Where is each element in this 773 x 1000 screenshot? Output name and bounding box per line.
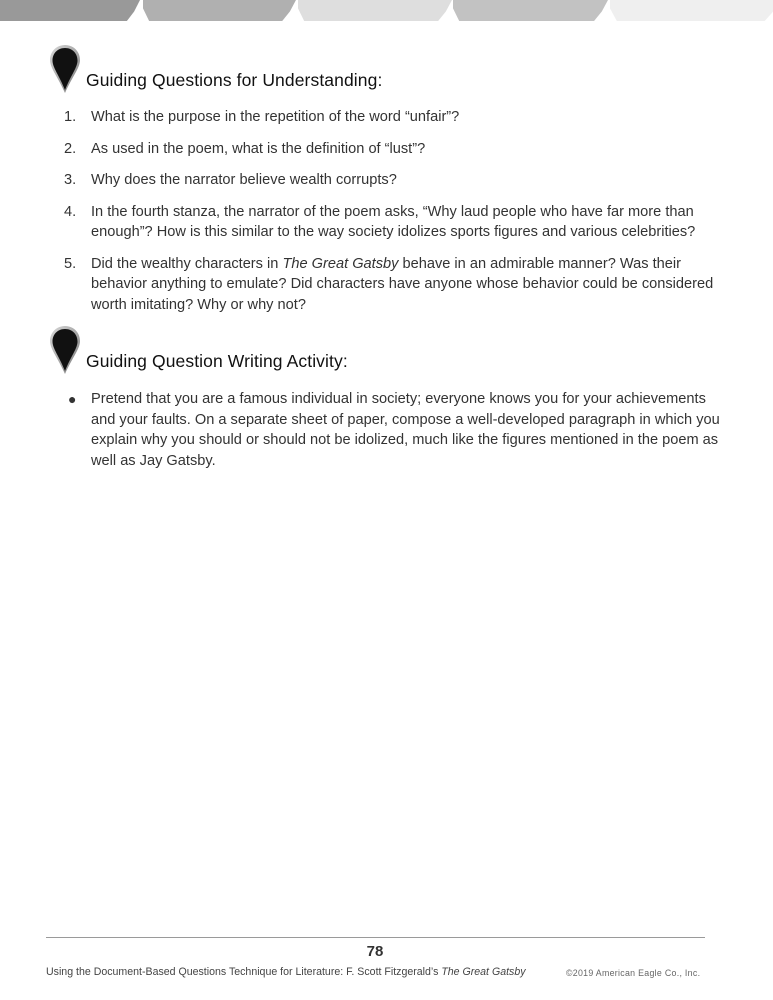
activity-list xyxy=(64,389,724,471)
header-tab-3 xyxy=(298,0,452,21)
header-tab-5 xyxy=(610,0,773,21)
footer-title-text: Using the Document-Based Questions Technique for Literature: F. Scott Fitzgerald’s xyxy=(46,966,442,978)
question-number: 5. xyxy=(64,255,77,272)
header-tab-4 xyxy=(453,0,608,21)
section-heading-understanding xyxy=(48,44,382,94)
page-number: 78 xyxy=(366,943,384,960)
section-title: Guiding Questions for Understanding: xyxy=(86,70,383,90)
question-item xyxy=(64,254,724,316)
bullet-icon: ● xyxy=(68,391,77,407)
question-number: 4. xyxy=(64,203,77,220)
footer-book-title xyxy=(46,966,526,978)
question-item xyxy=(64,107,724,128)
question-text: As used in the poem, what is the definition of “lust”? xyxy=(91,140,426,157)
question-text: Why does the narrator believe wealth corrupts? xyxy=(91,172,397,188)
section-heading-writing-activity xyxy=(48,325,348,375)
question-text: What is the purpose in the repetition of the word “unfair”? xyxy=(91,109,460,125)
map-pin-icon xyxy=(48,44,82,94)
footer-title-italic: The Great Gatsby xyxy=(441,966,526,978)
header-tab-1 xyxy=(0,0,140,21)
question-number: 3. xyxy=(64,172,77,188)
question-number: 1. xyxy=(64,109,77,125)
activity-item xyxy=(64,389,724,471)
question-text xyxy=(91,254,724,316)
section-title: Guiding Question Writing Activity: xyxy=(86,351,348,371)
question-text: In the fourth stanza, the narrator of the poem asks, “Why laud people who have far more than enough”? How is this similar to the way society idolizes sports figures and various celebrities? xyxy=(91,203,696,240)
questions-list xyxy=(64,107,724,326)
question-item xyxy=(64,170,724,191)
header-tabs xyxy=(0,0,773,22)
question-text-part: Did the wealthy characters in xyxy=(91,255,283,272)
question-item xyxy=(64,139,724,160)
map-pin-icon xyxy=(48,325,82,375)
question-item xyxy=(64,202,724,243)
question-text-part: behave in an admirable manner? Was their behavior anything to emulate? Did characters have anyone whose behavior could be considered worth imitating? Why or why not? xyxy=(91,255,714,313)
footer-divider xyxy=(46,937,705,938)
footer-copyright: ©2019 American Eagle Co., Inc. xyxy=(566,968,701,978)
book-title: The Great Gatsby xyxy=(282,255,399,272)
question-number: 2. xyxy=(64,140,77,157)
activity-text: Pretend that you are a famous individual in society; everyone knows you for your achievements and your faults. On a separate sheet of paper, compose a well-developed paragraph in which you explain why you should or should not be idolized, much like the figures mentioned in the poem as well as Jay Gatsby. xyxy=(91,391,720,469)
header-tab-2 xyxy=(143,0,296,21)
